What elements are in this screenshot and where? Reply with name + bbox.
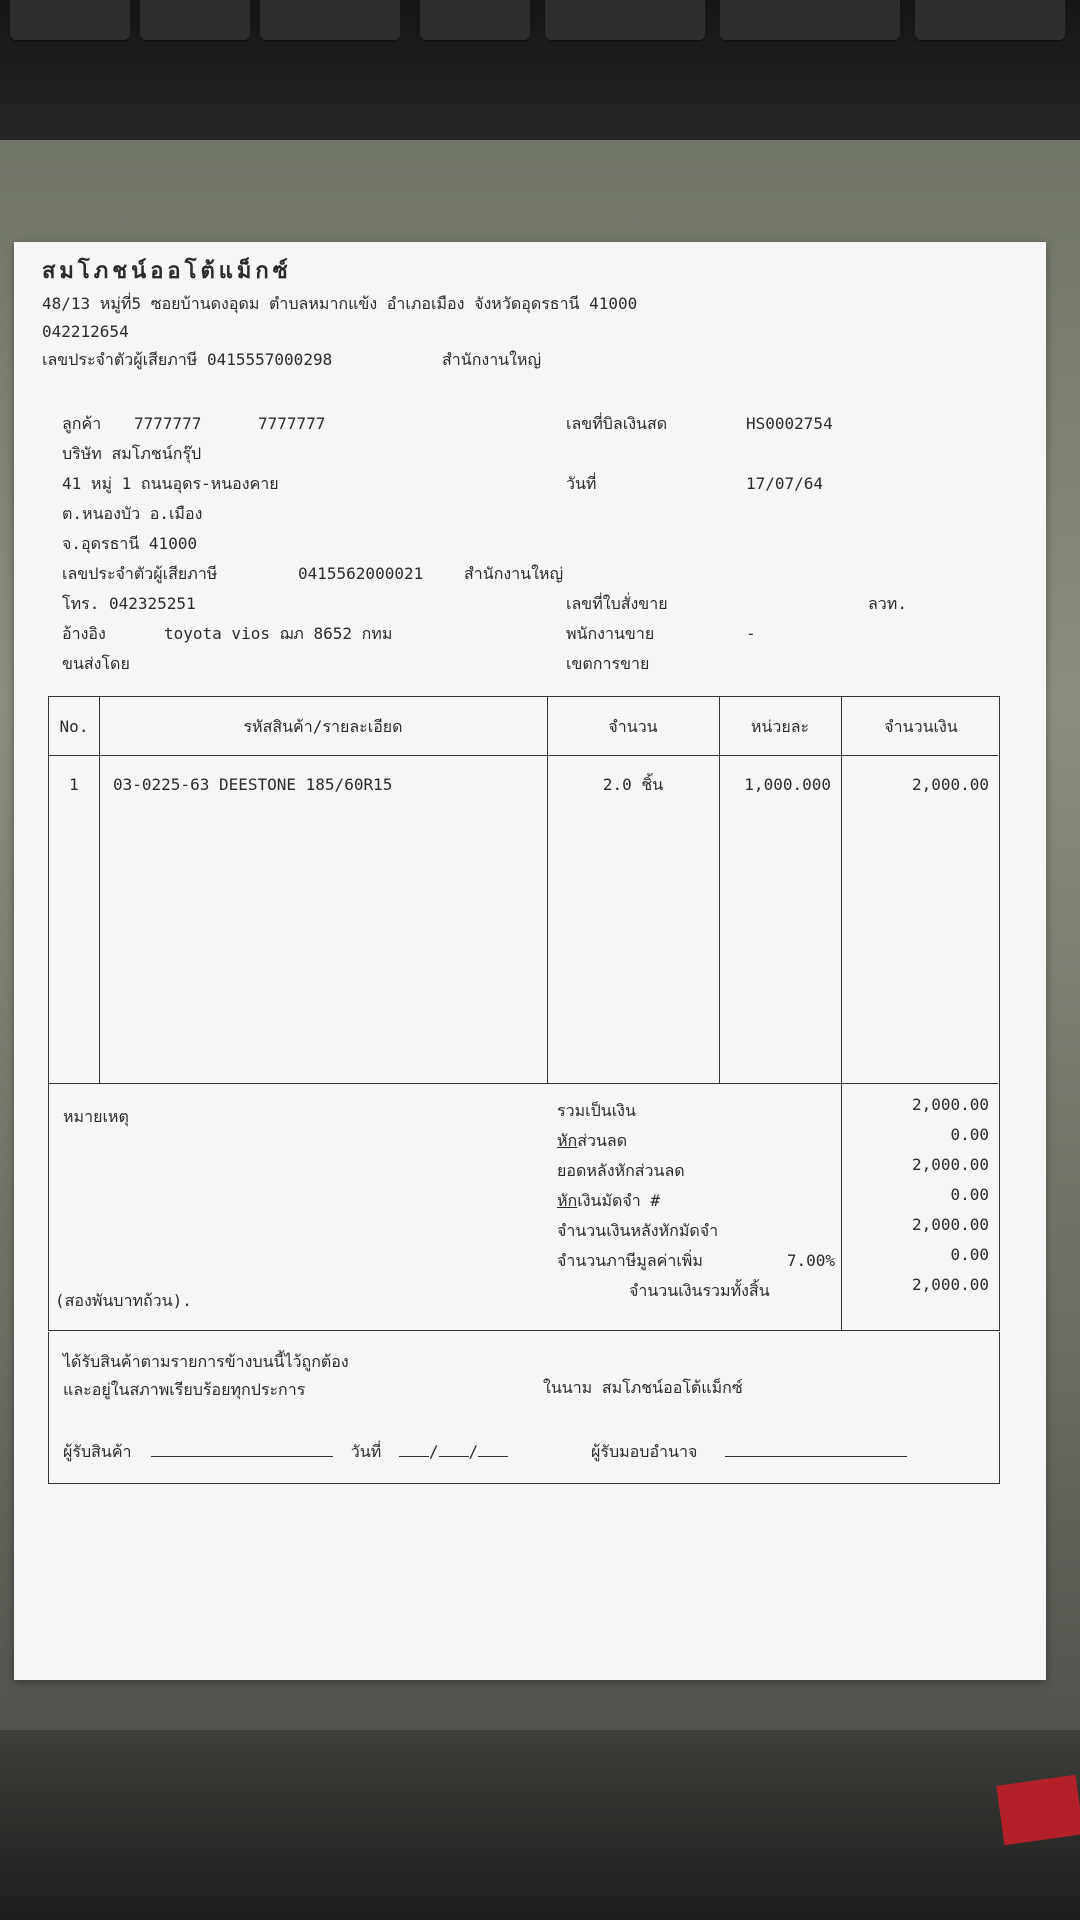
summary-divider [49,1083,998,1084]
grand-total-label: จำนวนเงินรวมทั้งสิ้น [629,1281,770,1300]
reference-label: อ้างอิง [62,624,106,643]
column-header-amount: จำนวนเงิน [884,717,958,736]
authorized-signature-line [591,1442,907,1462]
customer-address-2: ต.หนองบัว อ.เมือง [62,504,203,523]
keyboard-key [915,0,1065,42]
bill-number-label: เลขที่บิลเงินสด [566,414,668,433]
sales-order-label: เลขที่ใบสั่งขาย [566,594,668,613]
summary-value-discount: 0.00 [950,1125,989,1144]
summary-label-after-deposit: จำนวนเงินหลังหักมัดจำ [557,1221,719,1240]
summary-label-discount: หักส่วนลด [557,1131,628,1150]
authorized-signature-blank [725,1442,907,1457]
summary-label-deposit: หักเงินมัดจำ # [557,1191,661,1210]
keyboard-key [720,0,900,42]
desk-frame [0,1730,1080,1920]
sales-order-code: ลวท. [868,594,907,613]
column-header-no: No. [59,717,89,736]
column-divider [547,697,548,1083]
item-quantity: 2.0 ชิ้น [602,775,664,794]
date-month-blank [439,1442,469,1457]
company-branch: สำนักงานใหญ่ [442,350,542,369]
salesperson-label: พนักงานขาย [566,624,655,643]
customer-address-1: 41 หมู่ 1 ถนนอุดร-หนองคาย [62,474,279,493]
column-header-quantity: จำนวน [608,717,658,736]
company-address: 48/13 หมู่ที่5 ซอยบ้านดงอุดม ตำบลหมากแข้ง อำเภอเมือง จังหวัดอุดรธานี 41000 [42,294,638,313]
acknowledgement-box [48,1332,1000,1484]
item-amount: 2,000.00 [911,775,989,794]
items-table [48,696,1000,1331]
keyboard-key [420,0,530,42]
shipping-label: ขนส่งโดย [62,654,130,673]
authorized-label: ผู้รับมอบอำนาจ [591,1442,698,1461]
sales-area-label: เขตการขาย [566,654,650,673]
ack-line-1: ได้รับสินค้าตามรายการข้างบนนี้ไว้ถูกต้อง [63,1352,349,1371]
on-behalf-text: ในนาม สมโภชน์ออโต้แม็กซ์ [543,1378,743,1397]
customer-tax-id: 0415562000021 [298,564,424,583]
keyboard-key [545,0,705,42]
summary-value-after-discount: 2,000.00 [911,1155,989,1174]
remark-label: หมายเหตุ [63,1107,129,1126]
receive-date-label: วันที่ [350,1442,382,1461]
date-year-blank [478,1442,508,1457]
bill-number: HS0002754 [746,414,833,433]
receiver-signature-line: ผู้รับสินค้า วันที่ / / [63,1442,508,1462]
item-description: 03-0225-63 DEESTONE 185/60R15 [113,775,393,794]
date-day-blank [399,1442,429,1457]
reference-value: toyota vios ฌภ 8652 กทม [164,624,393,643]
amount-in-words: (สองพันบาทถ้วน). [55,1291,192,1310]
summary-value-total: 2,000.00 [911,1095,989,1114]
ack-line-2: และอยู่ในสภาพเรียบร้อยทุกประการ [63,1380,306,1399]
summary-value-deposit: 0.00 [950,1185,989,1204]
customer-code: 7777777 [134,414,202,433]
keyboard-key [140,0,250,42]
grand-total-value: 2,000.00 [911,1275,989,1294]
customer-phone: โทร. 042325251 [62,594,196,613]
keyboard-key [10,0,130,42]
red-cloth [996,1775,1080,1846]
company-tax-id: เลขประจำตัวผู้เสียภาษี 0415557000298 [42,350,333,369]
column-header-description: รหัสสินค้า/รายละเอียด [243,717,403,736]
summary-label-total: รวมเป็นเงิน [557,1101,636,1120]
summary-label-after-discount: ยอดหลังหักส่วนลด [557,1161,685,1180]
receiver-signature-blank [151,1442,333,1457]
header-divider [49,755,998,756]
summary-label-vat: จำนวนภาษีมูลค่าเพิ่ม [557,1251,703,1270]
receiver-label: ผู้รับสินค้า [63,1442,132,1461]
column-divider [719,697,720,1083]
receipt-paper [14,242,1046,1680]
column-header-unit-price: หน่วยละ [750,717,810,736]
summary-value-after-deposit: 2,000.00 [911,1215,989,1234]
salesperson-value: - [746,624,756,643]
customer-branch: สำนักงานใหญ่ [464,564,564,583]
company-phone: 042212654 [42,322,129,341]
item-no: 1 [69,775,79,794]
vat-rate: 7.00% [786,1251,835,1270]
keyboard-key [260,0,400,42]
bill-date-label: วันที่ [566,474,597,493]
summary-value-vat: 0.00 [950,1245,989,1264]
column-divider [99,697,100,1083]
keyboard-background [0,0,1080,140]
customer-label: ลูกค้า [62,414,102,433]
customer-code-2: 7777777 [258,414,326,433]
bill-date: 17/07/64 [746,474,824,493]
customer-tax-label: เลขประจำตัวผู้เสียภาษี [62,564,218,583]
customer-name: บริษัท สมโภชน์กรุ๊ป [62,444,202,463]
company-name: สมโภชน์ออโต้แม็กซ์ [42,259,292,284]
item-unit-price: 1,000.000 [744,775,831,794]
customer-address-3: จ.อุดรธานี 41000 [62,534,198,553]
